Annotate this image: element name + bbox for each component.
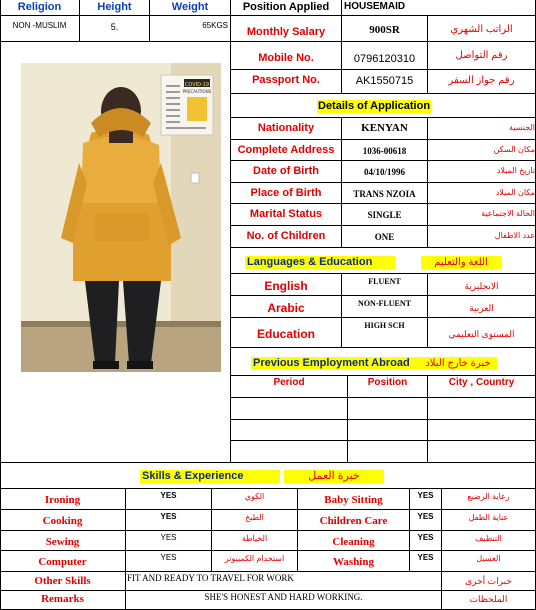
skill-arabic-right: التنظيف xyxy=(442,531,536,552)
skill-value-right: YES xyxy=(410,551,442,572)
employment-country-cell xyxy=(428,420,536,442)
detail-arabic: الجنسية xyxy=(428,118,536,140)
skill-label-left: Ironing xyxy=(0,489,126,510)
detail-label: Place of Birth xyxy=(231,183,342,205)
skill-label-right: Washing xyxy=(298,551,410,572)
employment-position-cell xyxy=(348,420,428,442)
detail-value: ONE xyxy=(342,226,428,248)
mobile-label: Mobile No. xyxy=(231,42,342,70)
languages-title-arabic: اللغة والتعليم xyxy=(421,256,501,269)
skills-title-cell xyxy=(0,463,536,489)
poster-title: COVID-19 xyxy=(184,82,210,88)
language-label: Education xyxy=(231,318,342,348)
remarks-arabic: الملحظات xyxy=(442,591,536,610)
skill-arabic-left: الكوي xyxy=(212,489,298,510)
applicant-photo xyxy=(21,63,221,372)
other-skills-label: Other Skills xyxy=(0,572,126,591)
language-label: Arabic xyxy=(231,296,342,318)
skills-title-arabic: خبرة العمل xyxy=(284,470,384,483)
detail-value: KENYAN xyxy=(342,118,428,140)
skill-value-left: YES xyxy=(126,551,212,572)
language-value: HIGH SCH xyxy=(342,318,428,348)
employment-col-country: City , Country xyxy=(428,376,536,398)
skill-value-left: YES xyxy=(126,510,212,531)
detail-label: Date of Birth xyxy=(231,161,342,183)
detail-arabic: الحالة الاجتماعية xyxy=(428,204,536,226)
employment-period-cell xyxy=(231,398,348,420)
passport-value: AK1550715 xyxy=(342,70,428,94)
poster-subtitle: PRECAUTIONS xyxy=(182,89,212,94)
employment-title: Previous Employment Abroad xyxy=(251,357,421,370)
detail-value: 1036-00618 xyxy=(342,140,428,162)
language-value: NON-FLUENT xyxy=(342,296,428,318)
employment-period-cell xyxy=(231,420,348,442)
language-arabic: الانجليزية xyxy=(428,274,536,296)
skill-label-right: Baby Sitting xyxy=(298,489,410,510)
language-label: English xyxy=(231,274,342,296)
details-title: Details of Application xyxy=(318,100,431,112)
detail-label: No. of Children xyxy=(231,226,342,248)
skill-value-right: YES xyxy=(410,531,442,552)
detail-label: Complete Address xyxy=(231,140,342,162)
other-skills-arabic: خبرات أخرى xyxy=(442,572,536,591)
detail-arabic: مكان الميلاد xyxy=(428,183,536,205)
mobile-value: 0796120310 xyxy=(342,42,428,70)
employment-col-period: Period xyxy=(231,376,348,398)
employment-col-position: Position xyxy=(348,376,428,398)
language-arabic: المستوى التعليمي xyxy=(428,318,536,348)
language-value: FLUENT xyxy=(342,274,428,296)
skill-label-left: Sewing xyxy=(0,531,126,552)
employment-position-cell xyxy=(348,441,428,463)
skill-arabic-right: عناية الطفل xyxy=(442,510,536,531)
employment-period-cell xyxy=(231,441,348,463)
skill-value-left: YES xyxy=(126,489,212,510)
language-arabic: العربية xyxy=(428,296,536,318)
passport-arabic: رقم جواز السفر xyxy=(428,70,536,94)
religion-header: Religion xyxy=(0,0,80,16)
position-applied-value: HOUSEMAID xyxy=(342,0,536,16)
mobile-arabic: رقم التواصل xyxy=(428,42,536,70)
skills-title: Skills & Experience xyxy=(140,470,280,483)
skill-label-left: Cooking xyxy=(0,510,126,531)
salary-value: 900SR xyxy=(342,16,428,42)
detail-value: SINGLE xyxy=(342,204,428,226)
detail-value: 04/10/1996 xyxy=(342,161,428,183)
skill-arabic-left: استخدام الكمبيوتر xyxy=(212,551,298,572)
weight-header: Weight xyxy=(150,0,231,16)
remarks-value: SHE'S HONEST AND HARD WORKING. xyxy=(126,591,442,610)
salary-label: Monthly Salary xyxy=(231,16,342,42)
skill-arabic-left: الطبخ xyxy=(212,510,298,531)
position-applied-header: Position Applied xyxy=(231,0,342,16)
remarks-label: Remarks xyxy=(0,591,126,610)
detail-label: Marital Status xyxy=(231,204,342,226)
left-border xyxy=(0,0,1,610)
languages-title-cell xyxy=(231,248,536,274)
employment-position-cell xyxy=(348,398,428,420)
detail-arabic: عدد الاطفال xyxy=(428,226,536,248)
skill-label-right: Children Care xyxy=(298,510,410,531)
employment-title-arabic: خبرة خارج البلاد xyxy=(419,357,497,370)
skill-arabic-right: الغسيل xyxy=(442,551,536,572)
skill-value-right: YES xyxy=(410,489,442,510)
skill-arabic-right: رعاية الرضيع xyxy=(442,489,536,510)
detail-value: TRANS NZOIA xyxy=(342,183,428,205)
weight-value: 65KGS xyxy=(150,16,231,42)
passport-label: Passport No. xyxy=(231,70,342,94)
skill-value-left: YES xyxy=(126,531,212,552)
detail-arabic: تاريخ الميلاد xyxy=(428,161,536,183)
height-header: Height xyxy=(80,0,150,16)
employment-title-cell xyxy=(231,348,536,376)
height-value: 5. xyxy=(80,16,150,42)
detail-label: Nationality xyxy=(231,118,342,140)
skill-label-right: Cleaning xyxy=(298,531,410,552)
salary-arabic: الراتب الشهري xyxy=(428,16,536,42)
skill-arabic-left: الخياطة xyxy=(212,531,298,552)
employment-country-cell xyxy=(428,398,536,420)
languages-title: Languages & Education xyxy=(245,256,395,269)
details-title-cell xyxy=(231,94,536,118)
employment-country-cell xyxy=(428,441,536,463)
skill-value-right: YES xyxy=(410,510,442,531)
detail-arabic: مكان السكن xyxy=(428,140,536,162)
skill-label-left: Computer xyxy=(0,551,126,572)
religion-value: NON -MUSLIM xyxy=(0,16,80,42)
other-skills-value: FIT AND READY TO TRAVEL FOR WORK xyxy=(126,572,442,591)
